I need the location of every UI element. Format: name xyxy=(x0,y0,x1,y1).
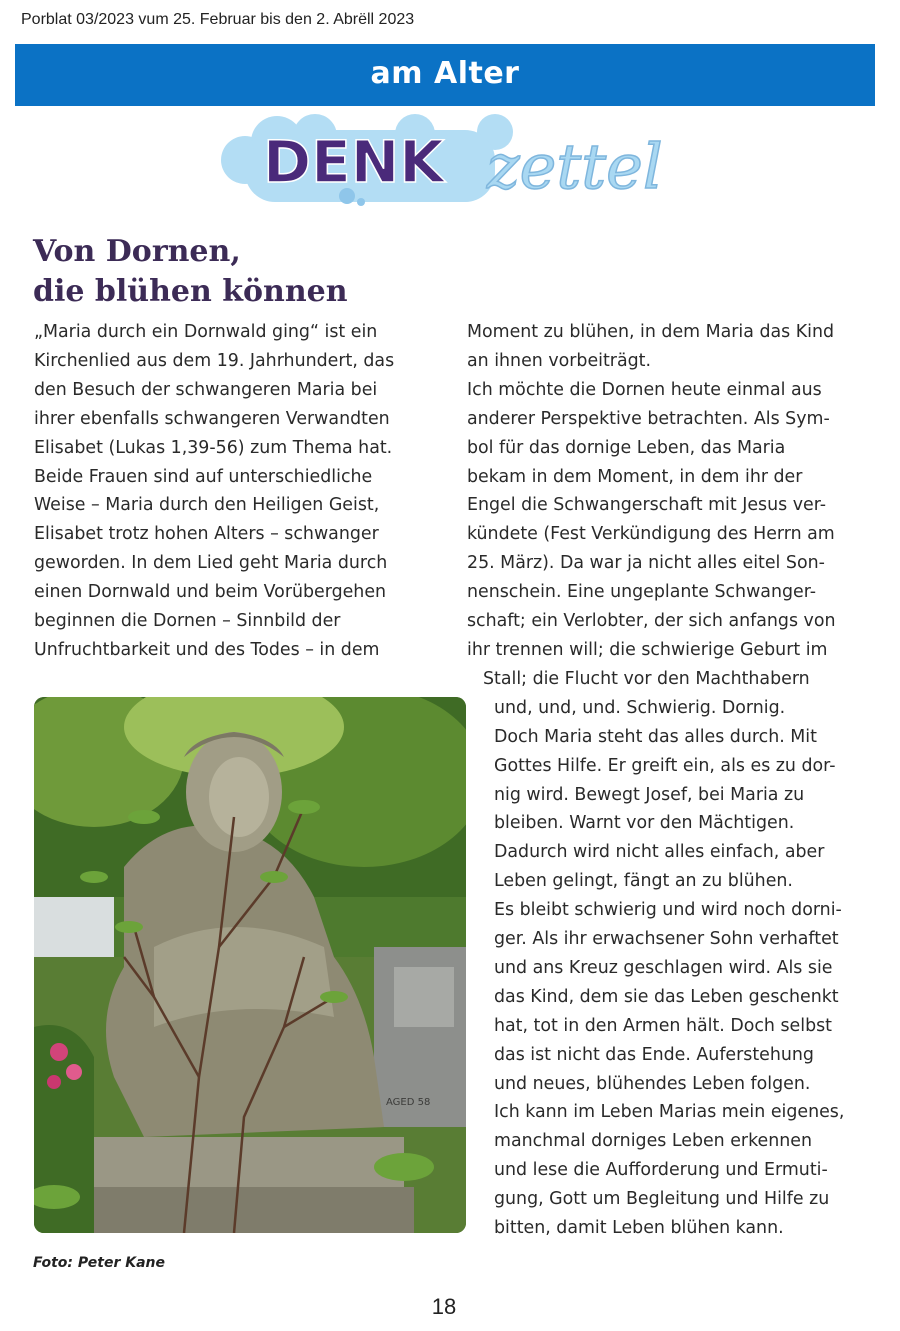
section-title: am Alter xyxy=(370,55,520,91)
text-line: nig wird. Bewegt Josef, bei Maria zu xyxy=(494,784,805,805)
text-line: Beide Frauen sind auf unterschiedliche xyxy=(34,466,373,487)
text-line: und neues, blühendes Leben folgen. xyxy=(494,1073,811,1094)
text-line: Ich kann im Leben Marias mein eigenes, xyxy=(494,1102,845,1123)
title-line: Von Dornen, xyxy=(33,234,241,269)
logo-word-denk: DENK xyxy=(263,128,445,196)
text-line: Kirchenlied aus dem 19. Jahrhundert, das xyxy=(34,350,395,371)
article-photo xyxy=(34,697,466,1233)
title-line: die blühen können xyxy=(33,274,348,309)
text-line: Ich möchte die Dornen heute einmal aus xyxy=(467,379,822,400)
text-line: Unfruchtbarkeit und des Todes – in dem xyxy=(34,639,380,660)
text-line: Weise – Maria durch den Heiligen Geist, xyxy=(34,495,380,516)
article-column-left xyxy=(34,318,394,665)
text-line: Es bleibt schwierig und wird noch dorni- xyxy=(494,900,842,921)
issue-header: Porblat 03/2023 vum 25. Februar bis den 2. Abrëll 2023 xyxy=(21,11,415,28)
text-line: 25. März). Da war ja nicht alles eitel Son- xyxy=(467,553,825,574)
text-line: an ihnen vorbeiträgt. xyxy=(467,350,651,371)
text-line: hat, tot in den Armen hält. Doch selbst xyxy=(494,1015,832,1036)
text-line: Elisabet (Lukas 1,39-56) zum Thema hat. xyxy=(34,437,393,458)
text-line: das ist nicht das Ende. Auferstehung xyxy=(494,1044,814,1065)
article-column-right xyxy=(467,318,844,1243)
text-line: kündete (Fest Verkündigung des Herrn am xyxy=(467,524,835,545)
text-line: beginnen die Dornen – Sinnbild der xyxy=(34,611,341,632)
text-line: Stall; die Flucht vor den Machthabern xyxy=(483,668,810,689)
text-line: ger. Als ihr erwachsener Sohn verhaftet xyxy=(494,929,839,950)
text-line: gung, Gott um Begleitung und Hilfe zu xyxy=(494,1189,830,1210)
text-line: ihrer ebenfalls schwangeren Verwandten xyxy=(34,408,390,429)
text-line: Moment zu blühen, in dem Maria das Kind xyxy=(467,322,835,342)
text-line: ihr trennen will; die schwierige Geburt im xyxy=(467,639,828,660)
text-line: geworden. In dem Lied geht Maria durch xyxy=(34,553,388,574)
text-line: einen Dornwald und beim Vorübergehen xyxy=(34,582,387,603)
section-banner xyxy=(15,44,875,106)
text-line: Gottes Hilfe. Er greift ein, als es zu dor- xyxy=(494,755,836,776)
text-line: und lese die Aufforderung und Ermuti- xyxy=(494,1160,828,1181)
text-line: den Besuch der schwangeren Maria bei xyxy=(34,379,378,400)
text-line: bleiben. Warnt vor den Mächtigen. xyxy=(494,813,795,834)
logo-word-zettel: zettel xyxy=(487,130,663,203)
text-line: schaft; ein Verlobter, der sich anfangs von xyxy=(467,611,836,632)
text-line: anderer Perspektive betrachten. Als Sym- xyxy=(467,408,830,429)
text-line: bekam in dem Moment, in dem ihr der xyxy=(467,466,803,487)
text-line: Engel die Schwangerschaft mit Jesus ver- xyxy=(467,495,827,516)
text-line: nenschein. Eine ungeplante Schwanger- xyxy=(467,582,817,603)
page-number: 18 xyxy=(431,1294,457,1319)
text-line: Elisabet trotz hohen Alters – schwanger xyxy=(34,524,379,545)
text-line: bol für das dornige Leben, das Maria xyxy=(467,437,786,458)
text-line: und ans Kreuz geschlagen wird. Als sie xyxy=(494,957,833,978)
gravestone-inscription: AGED 58 xyxy=(386,1097,431,1108)
photo-credit: Foto: Peter Kane xyxy=(33,1255,165,1271)
text-line: Leben gelingt, fängt an zu blühen. xyxy=(494,871,793,892)
text-line: das Kind, dem sie das Leben geschenkt xyxy=(494,986,839,1007)
denkzettel-logo xyxy=(215,110,685,210)
article-title xyxy=(33,232,348,312)
text-line: manchmal dorniges Leben erkennen xyxy=(494,1131,812,1152)
text-line: bitten, damit Leben blühen kann. xyxy=(494,1218,784,1239)
text-line: Dadurch wird nicht alles einfach, aber xyxy=(494,842,825,863)
text-line: und, und, und. Schwierig. Dornig. xyxy=(494,697,786,718)
text-line: Doch Maria steht das alles durch. Mit xyxy=(494,726,817,747)
text-line: „Maria durch ein Dornwald ging“ ist ein xyxy=(34,322,378,342)
